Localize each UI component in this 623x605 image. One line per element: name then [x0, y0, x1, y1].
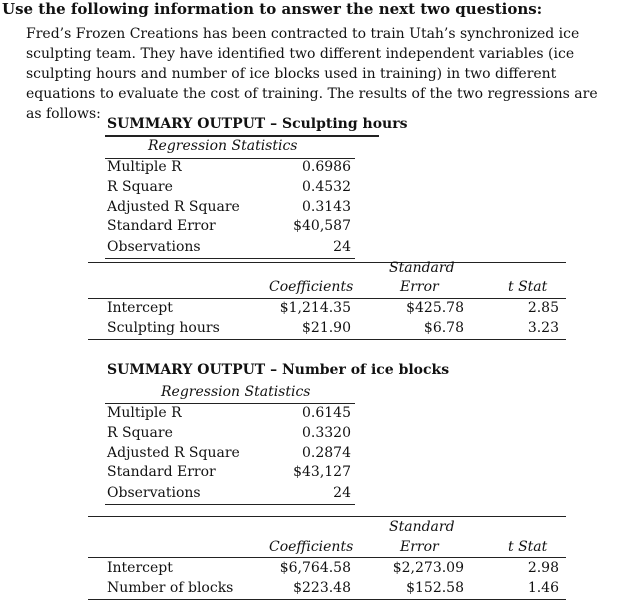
se-header-top: Standard	[389, 260, 455, 276]
se-header-bottom: Error	[400, 539, 439, 555]
stat-label: Adjusted R Square	[107, 445, 240, 461]
t-value: 3.23	[527, 320, 559, 336]
stat-value: 0.2874	[302, 445, 351, 461]
coef-bottom-rule	[88, 599, 566, 600]
t-value: 2.85	[527, 300, 559, 316]
summary-title-blocks: SUMMARY OUTPUT – Number of ice blocks	[107, 362, 450, 378]
stat-value: 0.3143	[302, 199, 351, 215]
stats-header-rule	[105, 403, 355, 404]
coef-header-rule	[88, 298, 566, 299]
regression-stats-header: Regression Statistics	[161, 384, 311, 400]
stat-value: $40,587	[293, 218, 351, 234]
coef-value: $1,214.35	[279, 300, 351, 316]
stat-label: Adjusted R Square	[107, 199, 240, 215]
title-underline	[105, 135, 379, 137]
se-value: $6.78	[423, 320, 464, 336]
se-header-bottom: Error	[400, 279, 439, 295]
coef-header-rule	[88, 557, 566, 558]
intro-paragraph: Fred’s Frozen Creations has been contracted to train Utah’s synchronized ice sculpting team. They have identified two different independent variables (ice sculpting hours and number of ice blocks used in training) in two different equations to evaluate the cost of training. The results of the two regressions are as follows:	[26, 26, 598, 122]
se-header-top: Standard	[389, 519, 455, 535]
question-heading: Use the following information to answer the next two questions:	[2, 0, 543, 18]
stat-label: Observations	[107, 485, 201, 501]
stat-label: Multiple R	[107, 405, 182, 421]
coef-value: $6,764.58	[279, 560, 351, 576]
stat-value: 0.6145	[302, 405, 351, 421]
stat-value: 0.6986	[302, 159, 351, 175]
regression-stats-header: Regression Statistics	[148, 138, 298, 154]
coef-bottom-rule	[88, 339, 566, 340]
stat-label: Multiple R	[107, 159, 182, 175]
stats-bottom-rule	[105, 504, 355, 505]
coef-row-label: Number of blocks	[107, 580, 234, 596]
summary-title-sculpting: SUMMARY OUTPUT – Sculpting hours	[107, 116, 408, 132]
coef-row-label: Intercept	[107, 300, 173, 316]
t-stat-header: t Stat	[508, 539, 548, 555]
stat-label: R Square	[107, 425, 173, 441]
se-value: $152.58	[406, 580, 464, 596]
stat-label: Standard Error	[107, 218, 216, 234]
stat-label: Observations	[107, 239, 201, 255]
coef-value: $21.90	[302, 320, 351, 336]
coef-row-label: Sculpting hours	[107, 320, 220, 336]
se-value: $2,273.09	[392, 560, 464, 576]
stat-value: 24	[333, 485, 351, 501]
coef-value: $223.48	[293, 580, 351, 596]
coef-header: Coefficients	[269, 279, 354, 295]
stat-value: 0.4532	[302, 179, 351, 195]
stat-value: 0.3320	[302, 425, 351, 441]
se-value: $425.78	[406, 300, 464, 316]
coef-header: Coefficients	[269, 539, 354, 555]
t-value: 2.98	[527, 560, 559, 576]
stat-value: 24	[333, 239, 351, 255]
t-stat-header: t Stat	[508, 279, 548, 295]
stat-label: Standard Error	[107, 464, 216, 480]
stats-bottom-rule	[105, 258, 355, 259]
coef-top-rule	[88, 262, 566, 263]
stat-value: $43,127	[293, 464, 351, 480]
coef-top-rule	[88, 516, 566, 517]
coef-row-label: Intercept	[107, 560, 173, 576]
t-value: 1.46	[527, 580, 559, 596]
stat-label: R Square	[107, 179, 173, 195]
